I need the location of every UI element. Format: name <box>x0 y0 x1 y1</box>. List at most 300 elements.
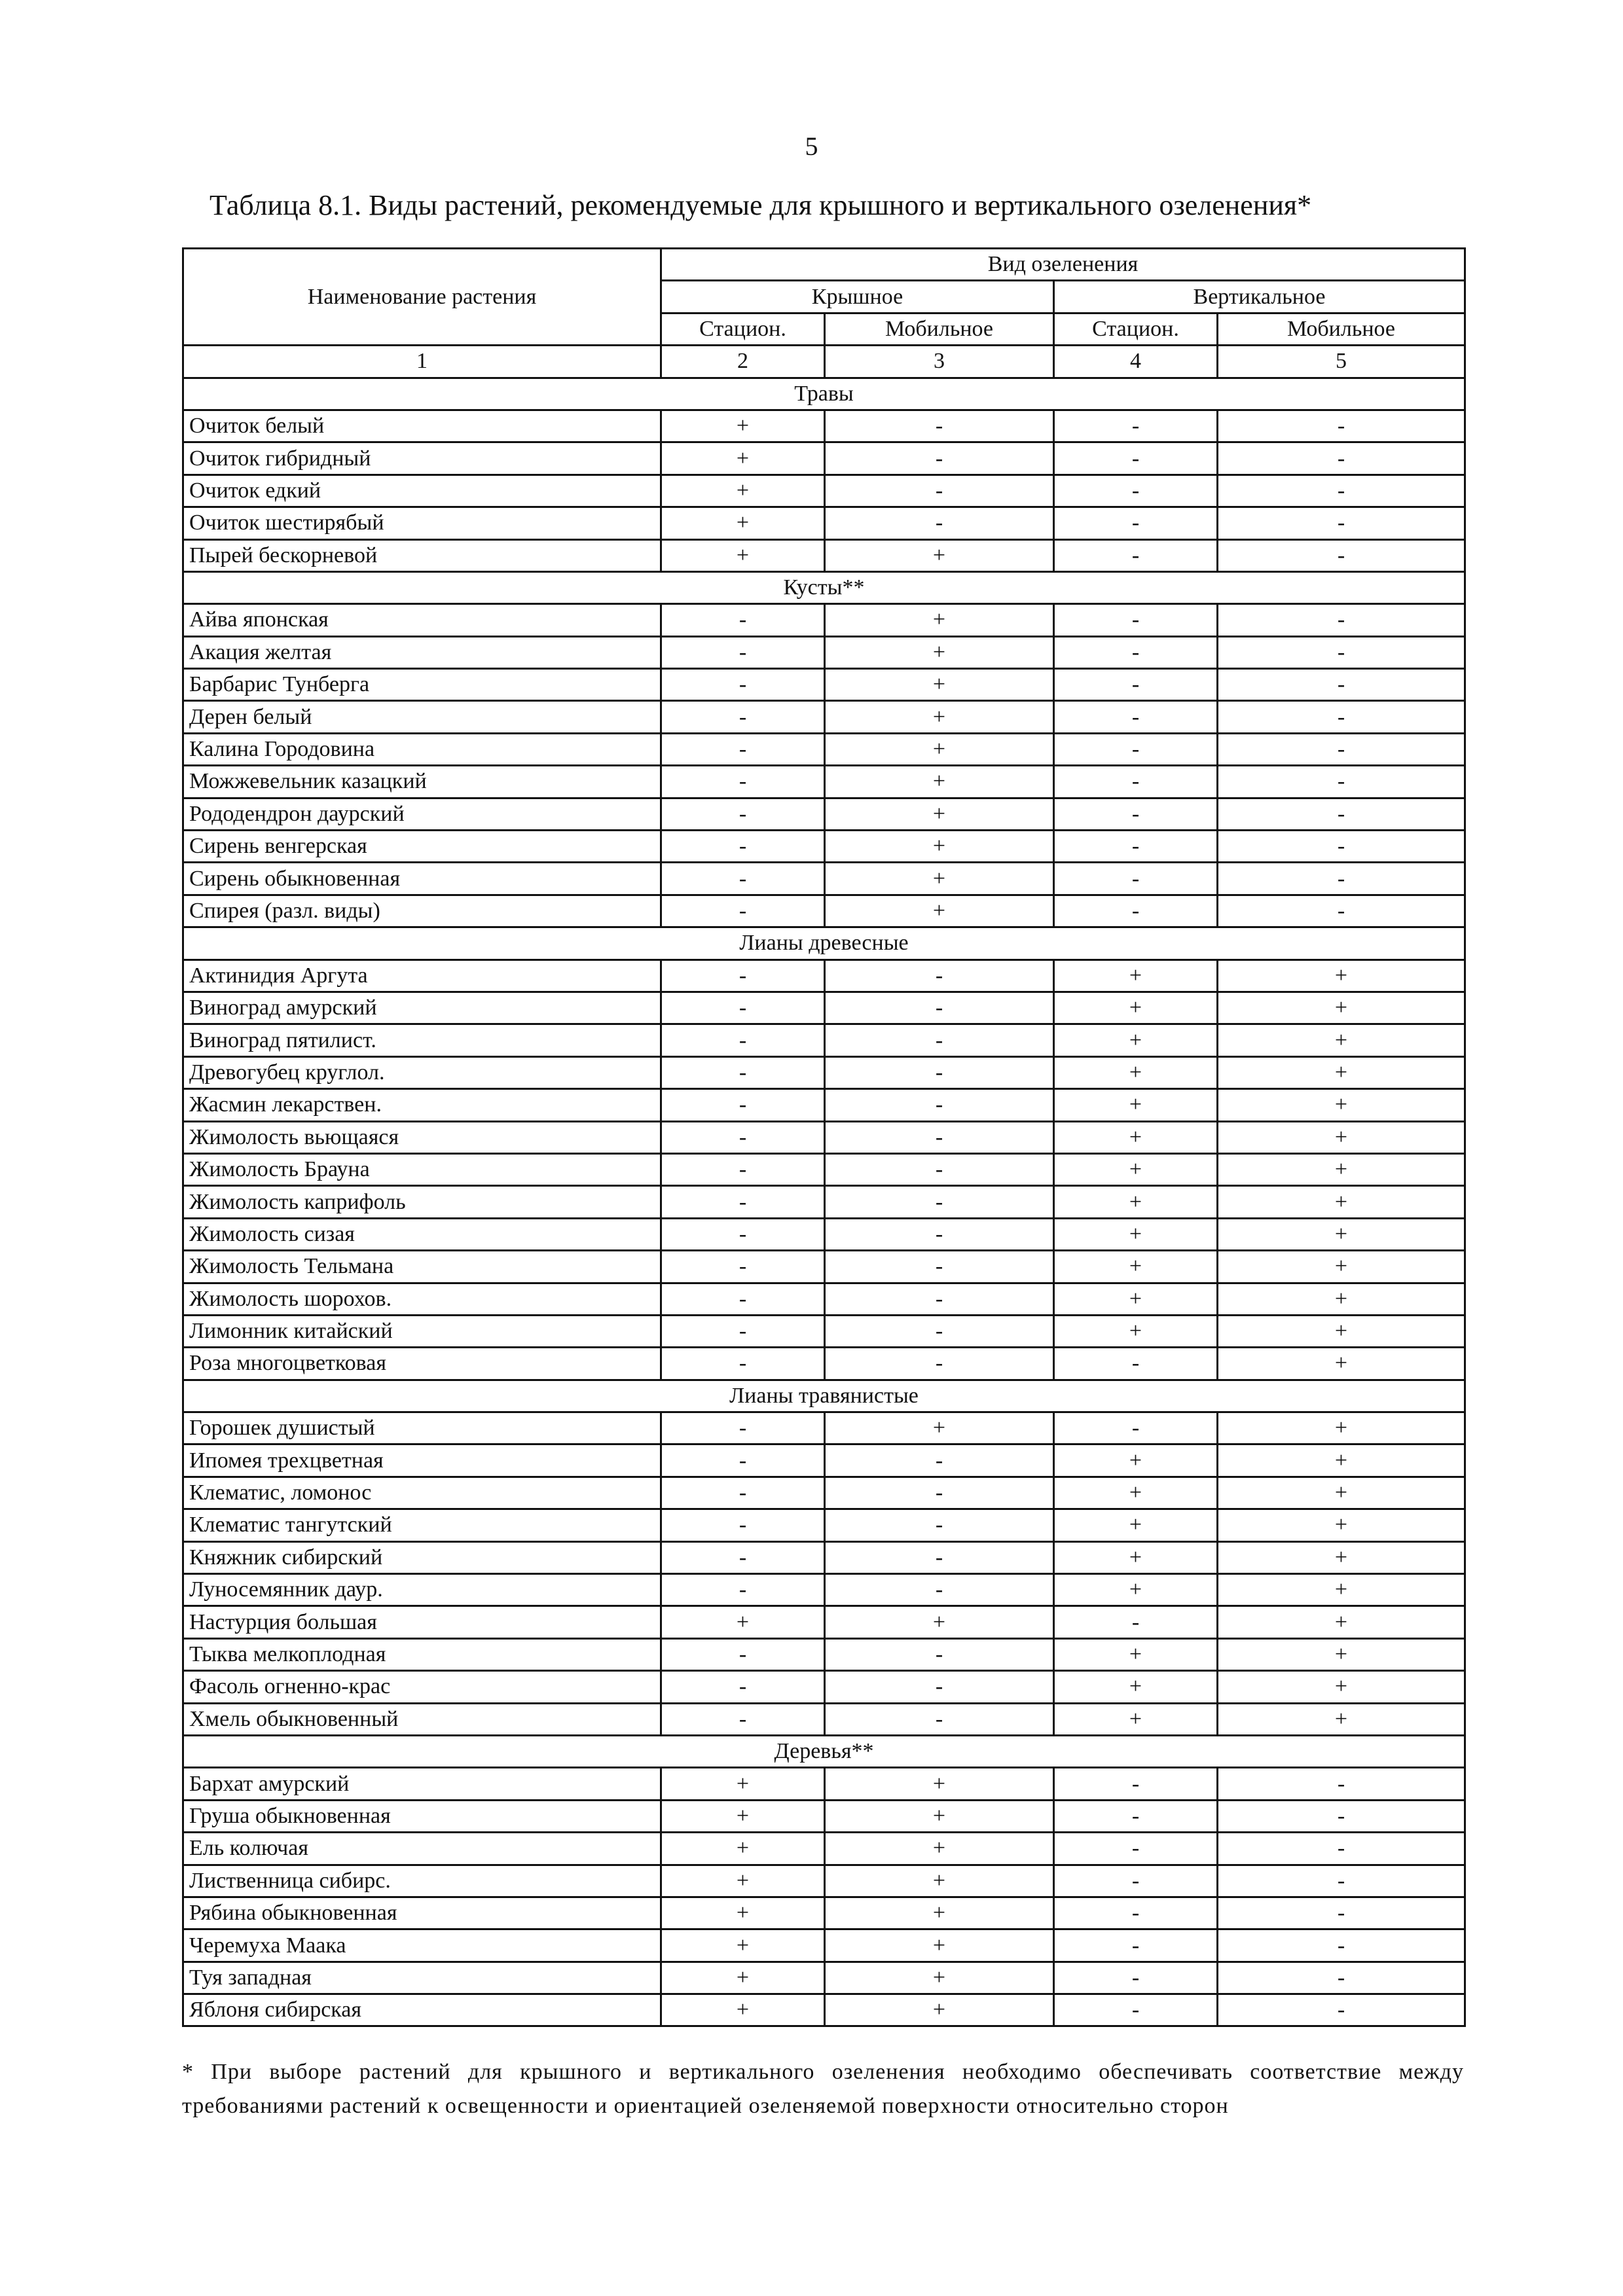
suitability-mark: + <box>1218 1509 1465 1541</box>
suitability-mark: - <box>661 895 825 927</box>
plant-name: Акация желтая <box>183 636 661 668</box>
plant-name: Фасоль огненно-крас <box>183 1671 661 1703</box>
suitability-mark: - <box>1218 1994 1465 2026</box>
suitability-mark: + <box>825 895 1054 927</box>
suitability-mark: - <box>825 1186 1054 1218</box>
suitability-mark: - <box>1054 410 1218 442</box>
table-row <box>183 1929 1465 1962</box>
suitability-mark: + <box>1218 1574 1465 1606</box>
suitability-mark: - <box>1218 475 1465 507</box>
plant-name: Жимолость сизая <box>183 1218 661 1250</box>
suitability-mark: - <box>825 1444 1054 1477</box>
suitability-mark: - <box>1218 636 1465 668</box>
plant-name: Жимолость Брауна <box>183 1153 661 1185</box>
suitability-mark: - <box>661 1348 825 1380</box>
table-row <box>183 410 1465 442</box>
suitability-mark: - <box>661 1218 825 1250</box>
table-row <box>183 669 1465 701</box>
suitability-mark: + <box>1054 1056 1218 1088</box>
suitability-mark: - <box>825 1024 1054 1056</box>
suitability-mark: - <box>825 1703 1054 1735</box>
suitability-mark: - <box>825 1509 1054 1541</box>
table-row <box>183 1348 1465 1380</box>
plant-name: Пырей бескорневой <box>183 539 661 571</box>
plant-name: Рябина обыкновенная <box>183 1897 661 1929</box>
suitability-mark: - <box>1054 701 1218 733</box>
plant-name: Сирень венгерская <box>183 831 661 863</box>
suitability-mark: + <box>825 1800 1054 1832</box>
suitability-mark: + <box>661 1800 825 1832</box>
plant-name: Жасмин лекарствен. <box>183 1089 661 1121</box>
section-row <box>183 378 1465 410</box>
suitability-mark: - <box>661 1671 825 1703</box>
suitability-mark: - <box>1054 1412 1218 1444</box>
suitability-mark: + <box>825 1897 1054 1929</box>
suitability-mark: - <box>825 1218 1054 1250</box>
suitability-mark: - <box>825 1283 1054 1315</box>
plant-name: Спирея (разл. виды) <box>183 895 661 927</box>
suitability-mark: + <box>661 507 825 539</box>
suitability-mark: + <box>661 1606 825 1638</box>
suitability-mark: - <box>825 1251 1054 1283</box>
table-row <box>183 1671 1465 1703</box>
table-row <box>183 960 1465 992</box>
plant-name: Жимолость шорохов. <box>183 1283 661 1315</box>
plant-name: Древогубец круглол. <box>183 1056 661 1088</box>
suitability-mark: - <box>1218 1929 1465 1962</box>
table-row <box>183 1024 1465 1056</box>
suitability-mark: + <box>825 1962 1054 1994</box>
suitability-mark: - <box>661 831 825 863</box>
suitability-mark: + <box>1054 1251 1218 1283</box>
table-row <box>183 1962 1465 1994</box>
suitability-mark: - <box>661 960 825 992</box>
suitability-mark: + <box>1054 992 1218 1024</box>
table-row <box>183 475 1465 507</box>
table-row <box>183 1412 1465 1444</box>
column-number: 2 <box>661 346 825 378</box>
header-roof-mobile: Мобильное <box>825 313 1054 345</box>
suitability-mark: - <box>661 636 825 668</box>
suitability-mark: + <box>1218 1444 1465 1477</box>
suitability-mark: - <box>1218 895 1465 927</box>
suitability-mark: - <box>1054 1994 1218 2026</box>
table-row <box>183 1218 1465 1250</box>
suitability-mark: + <box>1054 1186 1218 1218</box>
suitability-mark: - <box>661 1089 825 1121</box>
plant-name: Калина Городовина <box>183 733 661 765</box>
suitability-mark: - <box>661 1509 825 1541</box>
suitability-mark: + <box>1218 1186 1465 1218</box>
plant-name: Ипомея трехцветная <box>183 1444 661 1477</box>
table-row <box>183 863 1465 895</box>
suitability-mark: - <box>1218 1833 1465 1865</box>
column-number: 1 <box>183 346 661 378</box>
suitability-mark: - <box>825 1477 1054 1509</box>
suitability-mark: + <box>661 442 825 475</box>
suitability-mark: + <box>1054 1283 1218 1315</box>
suitability-mark: - <box>1054 442 1218 475</box>
table-row <box>183 1251 1465 1283</box>
suitability-mark: - <box>1054 1348 1218 1380</box>
table-row <box>183 1994 1465 2026</box>
suitability-mark: + <box>1054 1218 1218 1250</box>
table-row <box>183 1800 1465 1832</box>
suitability-mark: - <box>661 1056 825 1088</box>
plant-name: Очиток белый <box>183 410 661 442</box>
suitability-mark: - <box>1054 669 1218 701</box>
suitability-mark: - <box>1218 766 1465 798</box>
suitability-mark: + <box>1218 992 1465 1024</box>
suitability-mark: - <box>825 507 1054 539</box>
suitability-mark: + <box>661 1897 825 1929</box>
plant-name: Горошек душистый <box>183 1412 661 1444</box>
suitability-mark: - <box>1054 636 1218 668</box>
suitability-mark: - <box>1054 798 1218 830</box>
suitability-mark: + <box>825 1768 1054 1800</box>
suitability-mark: - <box>661 1315 825 1347</box>
plant-name: Очиток едкий <box>183 475 661 507</box>
suitability-mark: - <box>1054 475 1218 507</box>
suitability-mark: - <box>661 1412 825 1444</box>
header-plant-name: Наименование растения <box>183 249 661 346</box>
plant-name: Сирень обыкновенная <box>183 863 661 895</box>
section-title: Травы <box>183 378 1465 410</box>
suitability-mark: + <box>1054 1541 1218 1573</box>
suitability-mark: + <box>661 1962 825 1994</box>
page-number: 5 <box>805 132 818 161</box>
suitability-mark: - <box>1218 539 1465 571</box>
suitability-mark: + <box>1218 1703 1465 1735</box>
plant-name: Яблоня сибирская <box>183 1994 661 2026</box>
suitability-mark: - <box>661 1574 825 1606</box>
suitability-mark: + <box>1218 960 1465 992</box>
suitability-mark: - <box>1218 669 1465 701</box>
suitability-mark: + <box>1054 960 1218 992</box>
suitability-mark: - <box>825 1574 1054 1606</box>
table-row <box>183 539 1465 571</box>
plant-name: Барбарис Тунберга <box>183 669 661 701</box>
suitability-mark: + <box>1218 1218 1465 1250</box>
suitability-mark: + <box>825 539 1054 571</box>
suitability-mark: - <box>1054 1897 1218 1929</box>
table-row <box>183 1283 1465 1315</box>
column-number-row <box>183 346 1465 378</box>
suitability-mark: - <box>661 1283 825 1315</box>
plant-name: Лиственница сибирс. <box>183 1865 661 1897</box>
table-row <box>183 766 1465 798</box>
suitability-mark: - <box>825 1348 1054 1380</box>
suitability-mark: - <box>661 766 825 798</box>
suitability-mark: + <box>661 1833 825 1865</box>
table-row <box>183 1865 1465 1897</box>
suitability-mark: - <box>825 1089 1054 1121</box>
suitability-mark: + <box>1218 1283 1465 1315</box>
suitability-mark: - <box>1218 733 1465 765</box>
table-row <box>183 1153 1465 1185</box>
suitability-mark: - <box>661 604 825 636</box>
suitability-mark: - <box>1054 1606 1218 1638</box>
section-row <box>183 1380 1465 1412</box>
plant-name: Луносемянник даур. <box>183 1574 661 1606</box>
suitability-mark: - <box>661 669 825 701</box>
plant-name: Айва японская <box>183 604 661 636</box>
suitability-mark: - <box>1054 1800 1218 1832</box>
suitability-mark: - <box>825 1056 1054 1088</box>
header-roof-stationary: Стацион. <box>661 313 825 345</box>
table-row <box>183 1089 1465 1121</box>
plant-name: Виноград пятилист. <box>183 1024 661 1056</box>
suitability-mark: + <box>825 1865 1054 1897</box>
suitability-mark: + <box>825 1412 1054 1444</box>
suitability-mark: + <box>825 1606 1054 1638</box>
table-body <box>183 378 1465 2026</box>
section-row <box>183 1735 1465 1767</box>
suitability-mark: - <box>1054 1962 1218 1994</box>
suitability-mark: + <box>825 798 1054 830</box>
suitability-mark: - <box>825 410 1054 442</box>
table-row <box>183 1509 1465 1541</box>
table-row <box>183 831 1465 863</box>
footnote: * При выборе растений для крышного и вертикального озеленения необходимо обеспечивать соответствие между требованиями растений к освещенности и ориентацией озеленяемой поверхности относительно сторон <box>182 2060 1464 2118</box>
suitability-mark: - <box>661 798 825 830</box>
plant-name: Жимолость каприфоль <box>183 1186 661 1218</box>
suitability-mark: + <box>1218 1477 1465 1509</box>
plant-name: Можжевельник казацкий <box>183 766 661 798</box>
table-row <box>183 733 1465 765</box>
suitability-mark: + <box>825 831 1054 863</box>
suitability-mark: + <box>1054 1477 1218 1509</box>
suitability-mark: + <box>661 539 825 571</box>
column-number: 3 <box>825 346 1054 378</box>
table-row <box>183 1541 1465 1573</box>
suitability-mark: - <box>661 1638 825 1670</box>
suitability-mark: - <box>1054 863 1218 895</box>
suitability-mark: + <box>661 410 825 442</box>
table-row <box>183 1703 1465 1735</box>
suitability-mark: + <box>1054 1315 1218 1347</box>
plant-name: Клематис тангутский <box>183 1509 661 1541</box>
plant-name: Дерен белый <box>183 701 661 733</box>
suitability-mark: - <box>825 1638 1054 1670</box>
suitability-mark: + <box>825 733 1054 765</box>
table-row <box>183 1768 1465 1800</box>
suitability-mark: - <box>825 1315 1054 1347</box>
table-row <box>183 442 1465 475</box>
suitability-mark: - <box>825 992 1054 1024</box>
plant-name: Очиток гибридный <box>183 442 661 475</box>
suitability-mark: - <box>1218 1897 1465 1929</box>
plant-name: Виноград амурский <box>183 992 661 1024</box>
header-vertical-mobile: Мобильное <box>1218 313 1465 345</box>
table-row <box>183 701 1465 733</box>
header-greening-type: Вид озеленения <box>661 249 1465 281</box>
suitability-mark: - <box>661 733 825 765</box>
plant-name: Черемуха Маака <box>183 1929 661 1962</box>
plant-name: Актинидия Аргута <box>183 960 661 992</box>
suitability-mark: - <box>1218 507 1465 539</box>
suitability-mark: + <box>825 604 1054 636</box>
suitability-mark: + <box>1218 1671 1465 1703</box>
column-number: 5 <box>1218 346 1465 378</box>
suitability-mark: - <box>1054 604 1218 636</box>
suitability-mark: - <box>661 1703 825 1735</box>
suitability-mark: + <box>825 1833 1054 1865</box>
suitability-mark: + <box>1218 1315 1465 1347</box>
suitability-mark: - <box>1054 507 1218 539</box>
suitability-mark: - <box>1218 442 1465 475</box>
plant-name: Княжник сибирский <box>183 1541 661 1573</box>
table-row <box>183 1444 1465 1477</box>
table-row <box>183 1056 1465 1088</box>
suitability-mark: - <box>1218 831 1465 863</box>
header-vertical-stationary: Стацион. <box>1054 313 1218 345</box>
plant-name: Лимонник китайский <box>183 1315 661 1347</box>
suitability-mark: - <box>1054 895 1218 927</box>
suitability-mark: - <box>825 960 1054 992</box>
suitability-mark: + <box>1218 1541 1465 1573</box>
suitability-mark: - <box>1218 604 1465 636</box>
plant-name: Груша обыкновенная <box>183 1800 661 1832</box>
suitability-mark: - <box>661 1541 825 1573</box>
suitability-mark: + <box>1218 1089 1465 1121</box>
table-row <box>183 1897 1465 1929</box>
section-title: Деревья** <box>183 1735 1465 1767</box>
suitability-mark: - <box>661 863 825 895</box>
suitability-mark: - <box>1218 798 1465 830</box>
table-row <box>183 992 1465 1024</box>
plant-name: Жимолость вьющаяся <box>183 1121 661 1153</box>
suitability-mark: - <box>1054 1929 1218 1962</box>
plant-name: Очиток шестирябый <box>183 507 661 539</box>
section-row <box>183 571 1465 603</box>
plant-name: Клематис, ломонос <box>183 1477 661 1509</box>
suitability-mark: + <box>661 475 825 507</box>
suitability-mark: + <box>825 636 1054 668</box>
suitability-mark: - <box>1218 1962 1465 1994</box>
suitability-mark: - <box>661 1251 825 1283</box>
suitability-mark: - <box>825 475 1054 507</box>
plant-name: Роза многоцветковая <box>183 1348 661 1380</box>
suitability-mark: - <box>661 701 825 733</box>
table-row <box>183 798 1465 830</box>
suitability-mark: - <box>825 442 1054 475</box>
suitability-mark: + <box>1218 1348 1465 1380</box>
suitability-mark: - <box>1054 766 1218 798</box>
table-row <box>183 1315 1465 1347</box>
suitability-mark: + <box>661 1929 825 1962</box>
suitability-mark: + <box>661 1768 825 1800</box>
suitability-mark: + <box>1054 1444 1218 1477</box>
suitability-mark: - <box>661 1024 825 1056</box>
suitability-mark: + <box>825 1929 1054 1962</box>
suitability-mark: - <box>825 1153 1054 1185</box>
table-row <box>183 1606 1465 1638</box>
suitability-mark: - <box>661 1153 825 1185</box>
table-row <box>183 507 1465 539</box>
suitability-mark: + <box>661 1865 825 1897</box>
suitability-mark: + <box>825 669 1054 701</box>
suitability-mark: + <box>1218 1412 1465 1444</box>
suitability-mark: + <box>1054 1089 1218 1121</box>
suitability-mark: + <box>1054 1153 1218 1185</box>
suitability-mark: - <box>661 1477 825 1509</box>
suitability-mark: - <box>1054 1833 1218 1865</box>
table-row <box>183 895 1465 927</box>
suitability-mark: + <box>1054 1703 1218 1735</box>
suitability-mark: + <box>825 701 1054 733</box>
suitability-mark: + <box>1054 1509 1218 1541</box>
suitability-mark: + <box>1218 1251 1465 1283</box>
suitability-mark: + <box>1218 1153 1465 1185</box>
plants-table <box>182 247 1466 2027</box>
plant-name: Рододендрон даурский <box>183 798 661 830</box>
suitability-mark: + <box>825 1994 1054 2026</box>
suitability-mark: + <box>1218 1606 1465 1638</box>
plant-name: Тыква мелкоплодная <box>183 1638 661 1670</box>
table-row <box>183 1477 1465 1509</box>
table-row <box>183 1574 1465 1606</box>
suitability-mark: - <box>1054 1865 1218 1897</box>
suitability-mark: + <box>661 1994 825 2026</box>
suitability-mark: + <box>1218 1121 1465 1153</box>
header-vertical: Вертикальное <box>1054 281 1465 313</box>
suitability-mark: - <box>1218 1768 1465 1800</box>
suitability-mark: - <box>1218 863 1465 895</box>
suitability-mark: + <box>1218 1638 1465 1670</box>
suitability-mark: + <box>1218 1056 1465 1088</box>
suitability-mark: - <box>1054 733 1218 765</box>
suitability-mark: - <box>661 1121 825 1153</box>
plant-name: Бархат амурский <box>183 1768 661 1800</box>
header-roof: Крышное <box>661 281 1054 313</box>
table-row <box>183 1121 1465 1153</box>
section-title: Лианы древесные <box>183 927 1465 960</box>
section-title: Кусты** <box>183 571 1465 603</box>
suitability-mark: - <box>825 1121 1054 1153</box>
table-caption: Таблица 8.1. Виды растений, рекомендуемые для крышного и вертикального озеленения* <box>210 189 1312 221</box>
table-row <box>183 604 1465 636</box>
suitability-mark: + <box>1054 1574 1218 1606</box>
plants-table-container <box>182 247 1464 2027</box>
suitability-mark: + <box>1054 1024 1218 1056</box>
suitability-mark: - <box>1218 1865 1465 1897</box>
table-row <box>183 1833 1465 1865</box>
table-row <box>183 1638 1465 1670</box>
suitability-mark: - <box>661 1444 825 1477</box>
table-row <box>183 1186 1465 1218</box>
suitability-mark: + <box>825 863 1054 895</box>
suitability-mark: - <box>825 1541 1054 1573</box>
suitability-mark: + <box>1054 1121 1218 1153</box>
table-row <box>183 636 1465 668</box>
suitability-mark: - <box>825 1671 1054 1703</box>
suitability-mark: - <box>1054 831 1218 863</box>
suitability-mark: - <box>1218 701 1465 733</box>
section-title: Лианы травянистые <box>183 1380 1465 1412</box>
suitability-mark: - <box>661 992 825 1024</box>
suitability-mark: + <box>825 766 1054 798</box>
section-row <box>183 927 1465 960</box>
suitability-mark: + <box>1218 1024 1465 1056</box>
column-number: 4 <box>1054 346 1218 378</box>
suitability-mark: - <box>1218 1800 1465 1832</box>
plant-name: Ель колючая <box>183 1833 661 1865</box>
suitability-mark: - <box>1054 1768 1218 1800</box>
suitability-mark: - <box>1218 410 1465 442</box>
plant-name: Хмель обыкновенный <box>183 1703 661 1735</box>
plant-name: Туя западная <box>183 1962 661 1994</box>
